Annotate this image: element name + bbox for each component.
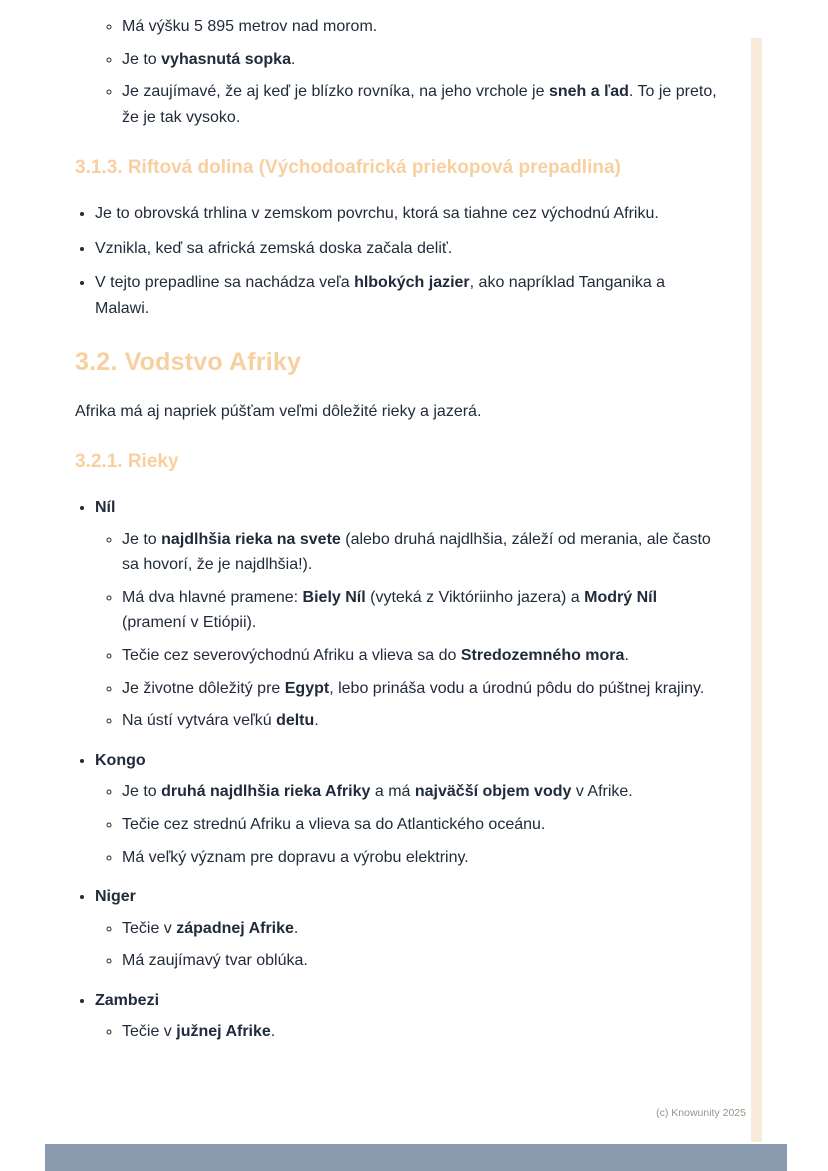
plain-text: (vyteká z Viktóriinho jazera) a xyxy=(365,588,585,606)
plain-text: Tečie cez severovýchodnú Afriku a vlieva sa do xyxy=(122,646,461,664)
bold-text: vyhasnutá sopka xyxy=(161,50,291,68)
plain-text: , ako napríklad Tanganika a Malawi. xyxy=(95,274,666,317)
list-item xyxy=(122,585,717,636)
bold-text: deltu xyxy=(276,712,315,730)
list-item xyxy=(122,676,717,702)
list-item xyxy=(95,884,717,974)
list-item-text xyxy=(122,643,717,669)
plain-text: Je to xyxy=(122,530,162,548)
section-heading: 3.1.3. Riftová dolina (Východoafrická priekopová prepadlina) xyxy=(75,157,621,179)
list-item xyxy=(122,812,717,838)
list-item xyxy=(122,845,717,871)
plain-text: Má výšku 5 895 metrov nad morom. xyxy=(122,18,378,35)
list-item-text xyxy=(95,748,717,774)
bullet-list xyxy=(95,527,717,734)
list-item xyxy=(95,748,717,870)
list-item-text xyxy=(122,585,717,636)
list-item xyxy=(95,988,717,1045)
plain-text: . xyxy=(293,919,299,937)
bold-text: hlbokých jazier xyxy=(354,274,470,292)
bold-text: Egypt xyxy=(284,679,330,697)
page-edge-stripe xyxy=(751,38,762,1142)
list-item xyxy=(122,948,717,974)
plain-text: Tečie v xyxy=(122,919,177,937)
list-item xyxy=(122,47,717,73)
list-item xyxy=(122,779,717,805)
paragraph: Afrika má aj napriek púšťam veľmi dôležité rieky a jazerá. xyxy=(75,402,482,420)
list-item-text xyxy=(122,14,717,40)
list-item xyxy=(95,270,717,321)
list-item-text xyxy=(95,988,717,1014)
plain-text: Má zaujímavý tvar oblúka. xyxy=(122,952,308,970)
list-item-text xyxy=(122,47,717,73)
bullet-list xyxy=(95,916,717,974)
list-item xyxy=(122,14,717,40)
plain-text: Vznikla, keď sa africká zemská doska začala deliť. xyxy=(95,239,453,257)
section-heading: 3.2.1. Rieky xyxy=(75,451,179,473)
bold-text: druhá najdlhšia rieka Afriky xyxy=(161,783,371,801)
bullet-list xyxy=(95,779,717,870)
list-item-text xyxy=(95,495,717,521)
plain-text: Je životne dôležitý pre xyxy=(122,679,285,697)
bullet-list xyxy=(75,201,717,321)
list-item-text xyxy=(122,1019,717,1045)
bold-text: Kongo xyxy=(95,751,146,769)
list-item-text xyxy=(122,845,717,871)
plain-text: Je to obrovská trhlina v zemskom povrchu, ktorá sa tiahne cez východnú Afriku. xyxy=(95,205,659,223)
plain-text: Tečie cez strednú Afriku a vlieva sa do Atlantického oceánu. xyxy=(122,815,546,833)
plain-text: . xyxy=(270,1023,276,1041)
plain-text: Je to xyxy=(122,783,162,801)
list-item-text xyxy=(122,812,717,838)
list-item xyxy=(95,495,717,734)
list-item xyxy=(122,916,717,942)
list-item-text xyxy=(122,708,717,734)
list-item-text xyxy=(95,270,717,321)
bullet-list xyxy=(75,495,717,1045)
list-item-text xyxy=(122,916,717,942)
plain-text: Na ústí vytvára veľkú xyxy=(122,712,277,730)
plain-text: (pramení v Etiópii). xyxy=(122,614,257,632)
bold-text: sneh a ľad xyxy=(548,83,629,101)
list-item xyxy=(122,527,717,578)
section-heading: 3.2. Vodstvo Afriky xyxy=(75,348,302,377)
plain-text: . xyxy=(624,646,629,664)
plain-text: Má dva hlavné pramene: xyxy=(122,588,303,606)
bold-text: západnej Afrike xyxy=(176,919,294,937)
bullet-list xyxy=(95,1019,717,1045)
plain-text: . To je preto, že je tak vysoko. xyxy=(122,83,717,126)
list-item-text xyxy=(122,79,717,130)
bullet-list xyxy=(95,14,717,130)
list-item xyxy=(122,643,717,669)
bold-text: najdlhšia rieka na svete xyxy=(161,530,341,548)
next-page-edge xyxy=(45,1144,787,1171)
bold-text: Niger xyxy=(95,888,136,906)
list-item-text xyxy=(95,236,717,262)
bold-text: Níl xyxy=(95,498,116,516)
list-item-text xyxy=(122,676,717,702)
bold-text: Biely Níl xyxy=(302,588,366,606)
plain-text: Má veľký význam pre dopravu a výrobu elektriny. xyxy=(122,848,469,866)
bold-text: južnej Afrike xyxy=(176,1023,271,1041)
list-item-text xyxy=(95,201,717,227)
plain-text: . xyxy=(314,712,319,730)
list-item xyxy=(95,201,717,227)
bold-text: Zambezi xyxy=(95,991,160,1009)
list-item xyxy=(122,708,717,734)
plain-text: Je to xyxy=(122,50,162,68)
bold-text: najväčší objem vody xyxy=(414,783,572,801)
document-page xyxy=(45,0,787,1171)
plain-text: Je zaujímavé, že aj keď je blízko rovníka, na jeho vrchole je xyxy=(122,83,549,101)
list-item-text xyxy=(122,527,717,578)
list-item-text xyxy=(122,779,717,805)
list-item xyxy=(122,1019,717,1045)
copyright-credit: (c) Knowunity 2025 xyxy=(656,1107,746,1119)
document-content xyxy=(45,0,787,1045)
list-item-text xyxy=(95,884,717,910)
plain-text: (alebo druhá najdlhšia, záleží od merania, ale často sa hovorí, že je najdlhšia!). xyxy=(122,530,711,574)
plain-text: v Afrike. xyxy=(571,783,633,801)
plain-text: V tejto prepadline sa nachádza veľa xyxy=(95,274,355,292)
list-item xyxy=(122,79,717,130)
list-item-text xyxy=(122,948,717,974)
plain-text: a má xyxy=(370,783,415,801)
plain-text: Tečie v xyxy=(122,1023,177,1041)
plain-text: , lebo prináša vodu a úrodnú pôdu do púštnej krajiny. xyxy=(329,679,705,697)
bold-text: Stredozemného mora xyxy=(460,646,625,664)
plain-text: . xyxy=(290,50,296,68)
list-item xyxy=(95,236,717,262)
bold-text: Modrý Níl xyxy=(584,588,658,606)
